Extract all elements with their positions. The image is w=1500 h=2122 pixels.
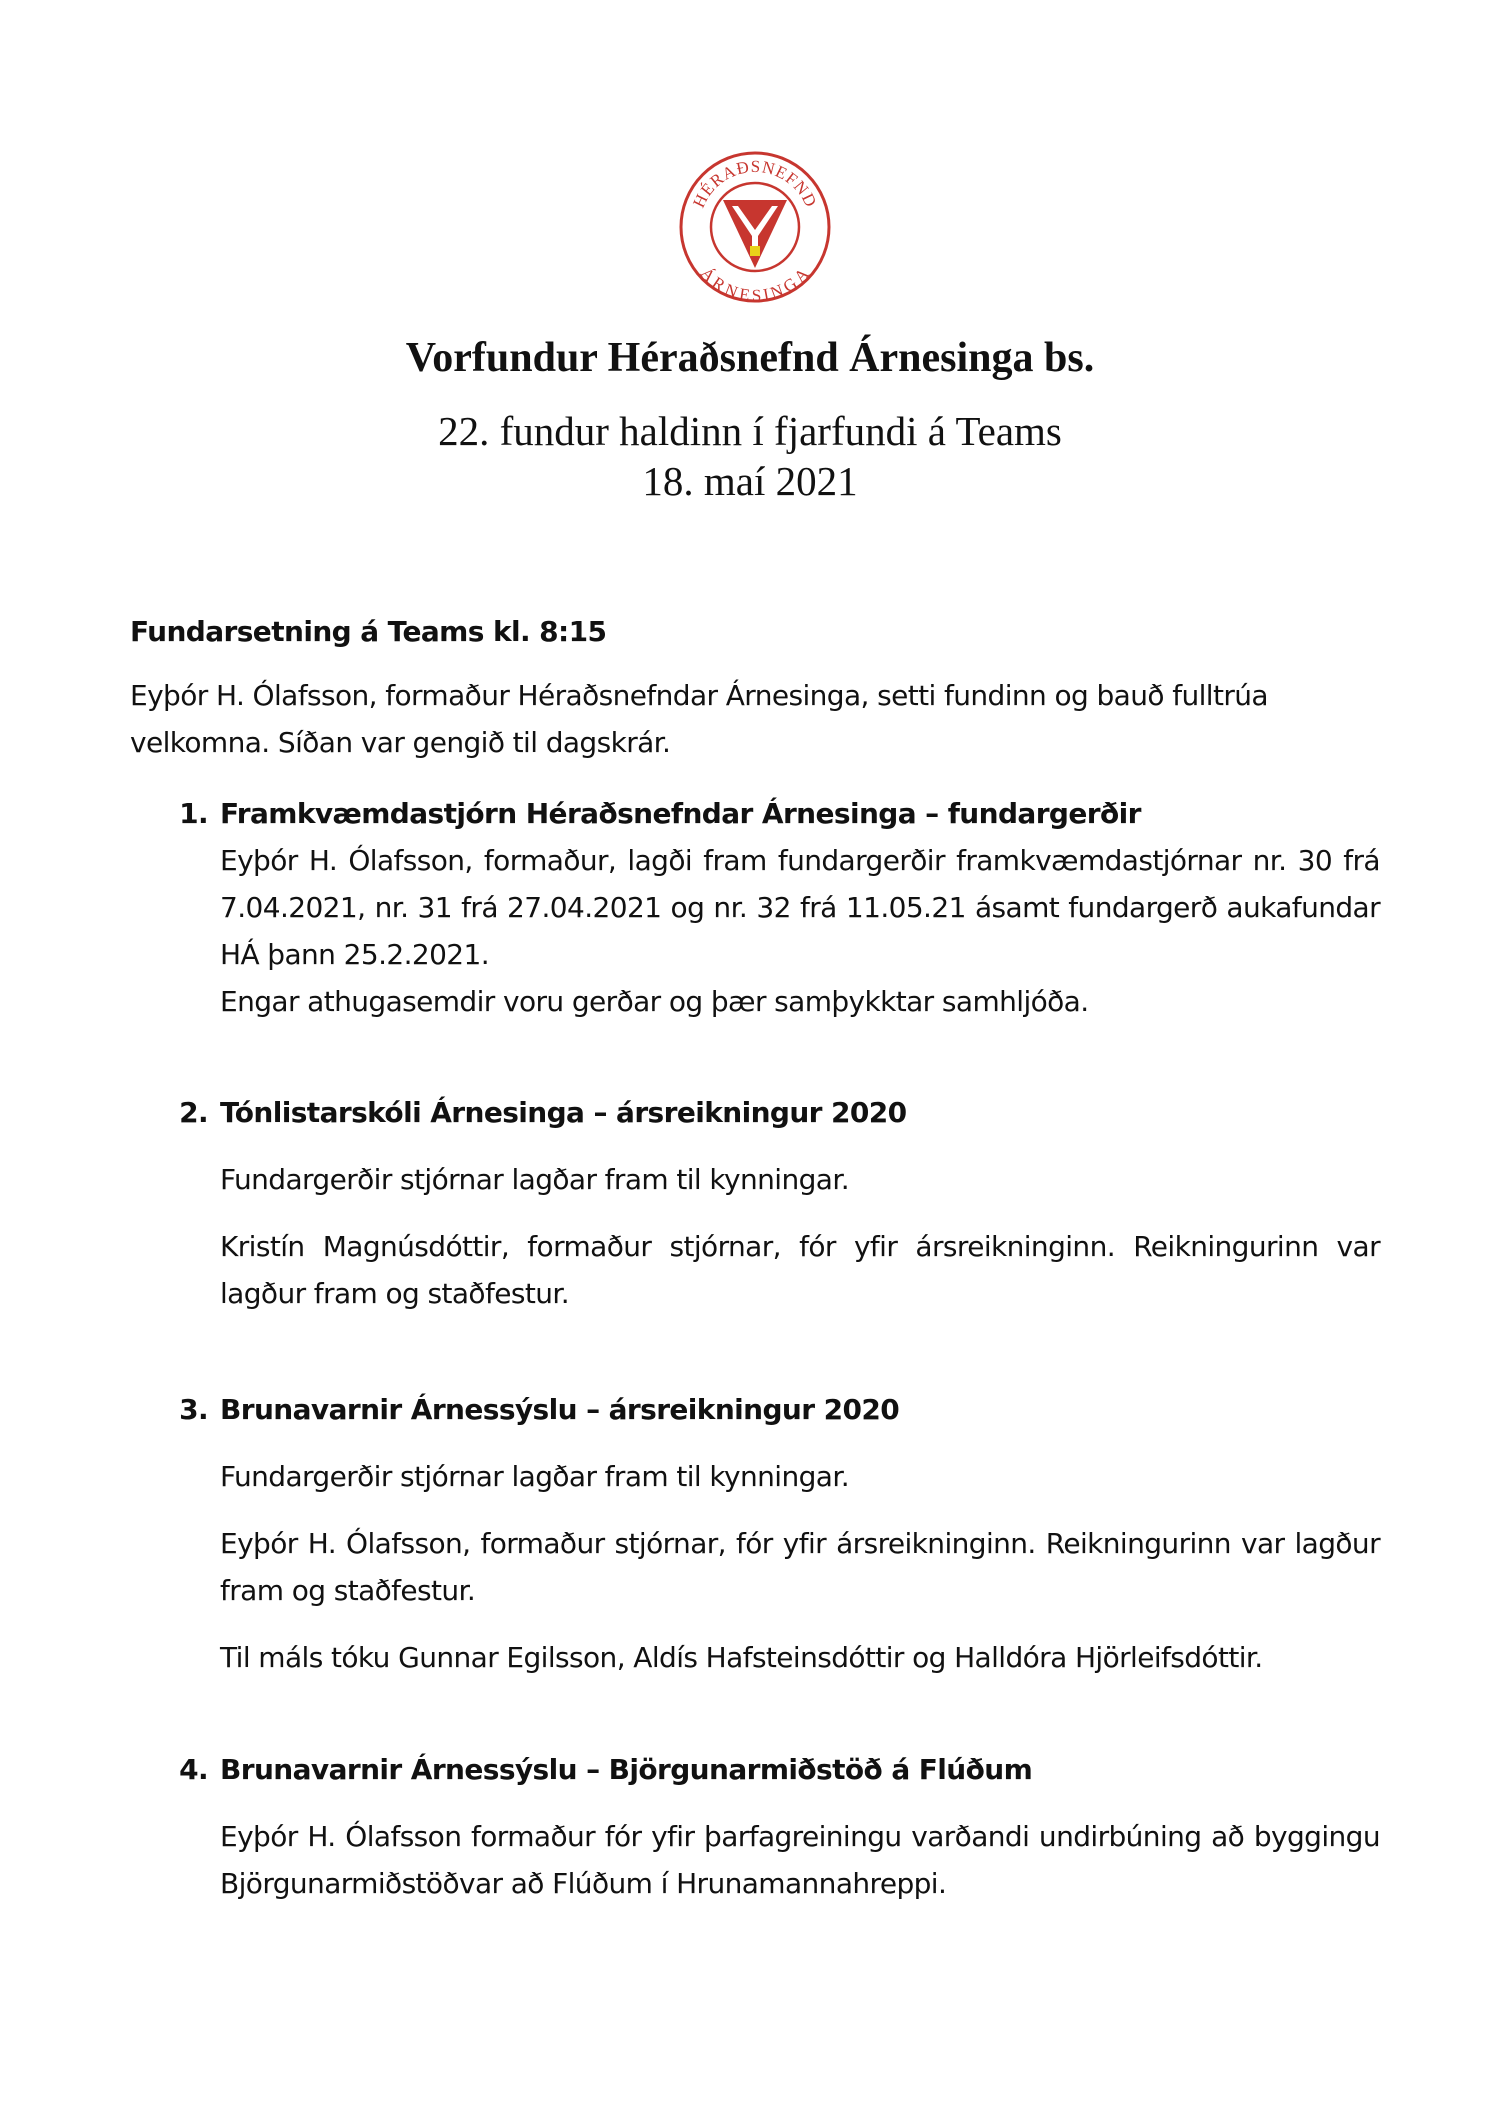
agenda-item-number: 2. — [179, 1096, 208, 1129]
agenda-item-heading — [130, 1089, 1380, 1136]
logo-text-top: HÉRAÐSNEFND — [689, 156, 821, 211]
agenda-item-paragraph: Kristín Magnúsdóttir, formaður stjórnar, fór yfir ársreikninginn. Reikningurinn var lagður fram og staðfestur. — [220, 1230, 1380, 1310]
agenda-item-1 — [130, 790, 1380, 1025]
logo-accent-mark — [750, 246, 760, 256]
agenda-item-heading — [130, 1386, 1380, 1433]
agenda-item-number: 4. — [179, 1753, 208, 1786]
document-subtitle — [0, 406, 1500, 506]
agenda-item-4 — [130, 1746, 1380, 1907]
agenda-item-paragraph: Eyþór H. Ólafsson, formaður, lagði fram fundargerðir framkvæmdastjórnar nr. 30 frá 7.04.2021, nr. 31 frá 27.04.2021 og nr. 32 frá 11.05.21 ásamt fundargerð aukafundar HÁ þann 25.2.2021. — [220, 844, 1380, 971]
heradsnefnd-logo — [678, 150, 832, 304]
agenda-item-3 — [130, 1386, 1380, 1681]
opening-text: Eyþór H. Ólafsson, formaður Héraðsnefndar Árnesinga, setti fundinn og bauð fulltrúa velkomna. Síðan var gengið til dagskrár. — [130, 679, 1268, 759]
agenda-item-title: Tónlistarskóli Árnesinga – ársreikningur 2020 — [220, 1096, 907, 1129]
agenda-item-heading — [130, 790, 1380, 837]
agenda-item-title: Brunavarnir Árnessýslu – Björgunarmiðstöð á Flúðum — [220, 1753, 1033, 1786]
agenda-item-number: 1. — [179, 797, 208, 830]
agenda-item-paragraph: Til máls tóku Gunnar Egilsson, Aldís Hafsteinsdóttir og Halldóra Hjörleifsdóttir. — [220, 1641, 1263, 1674]
agenda-item-paragraph: Engar athugasemdir voru gerðar og þær samþykktar samhljóða. — [220, 985, 1089, 1018]
agenda-item-paragraph: Eyþór H. Ólafsson formaður fór yfir þarfagreiningu varðandi undirbúning að byggingu Björgunarmiðstöðvar að Flúðum í Hrunamannahreppi. — [220, 1820, 1380, 1900]
agenda-item-2 — [130, 1089, 1380, 1317]
agenda-item-title: Framkvæmdastjórn Héraðsnefndar Árnesinga – fundargerðir — [220, 797, 1141, 830]
opening-heading: Fundarsetning á Teams kl. 8:15 — [130, 615, 607, 648]
meeting-date: 18. maí 2021 — [642, 458, 858, 504]
agenda-item-paragraph: Fundargerðir stjórnar lagðar fram til kynningar. — [220, 1163, 849, 1196]
agenda-item-title: Brunavarnir Árnessýslu – ársreikningur 2020 — [220, 1393, 900, 1426]
agenda-item-heading — [130, 1746, 1380, 1793]
logo-text-bottom: ÁRNESINGA — [696, 263, 814, 304]
agenda-item-paragraph: Fundargerðir stjórnar lagðar fram til kynningar. — [220, 1460, 849, 1493]
agenda-item-paragraph: Eyþór H. Ólafsson, formaður stjórnar, fór yfir ársreikninginn. Reikningurinn var lagður fram og staðfestur. — [220, 1527, 1380, 1607]
document-title: Vorfundur Héraðsnefnd Árnesinga bs. — [405, 335, 1095, 381]
meeting-location: 22. fundur haldinn í fjarfundi á Teams — [438, 408, 1062, 454]
agenda-item-number: 3. — [179, 1393, 208, 1426]
